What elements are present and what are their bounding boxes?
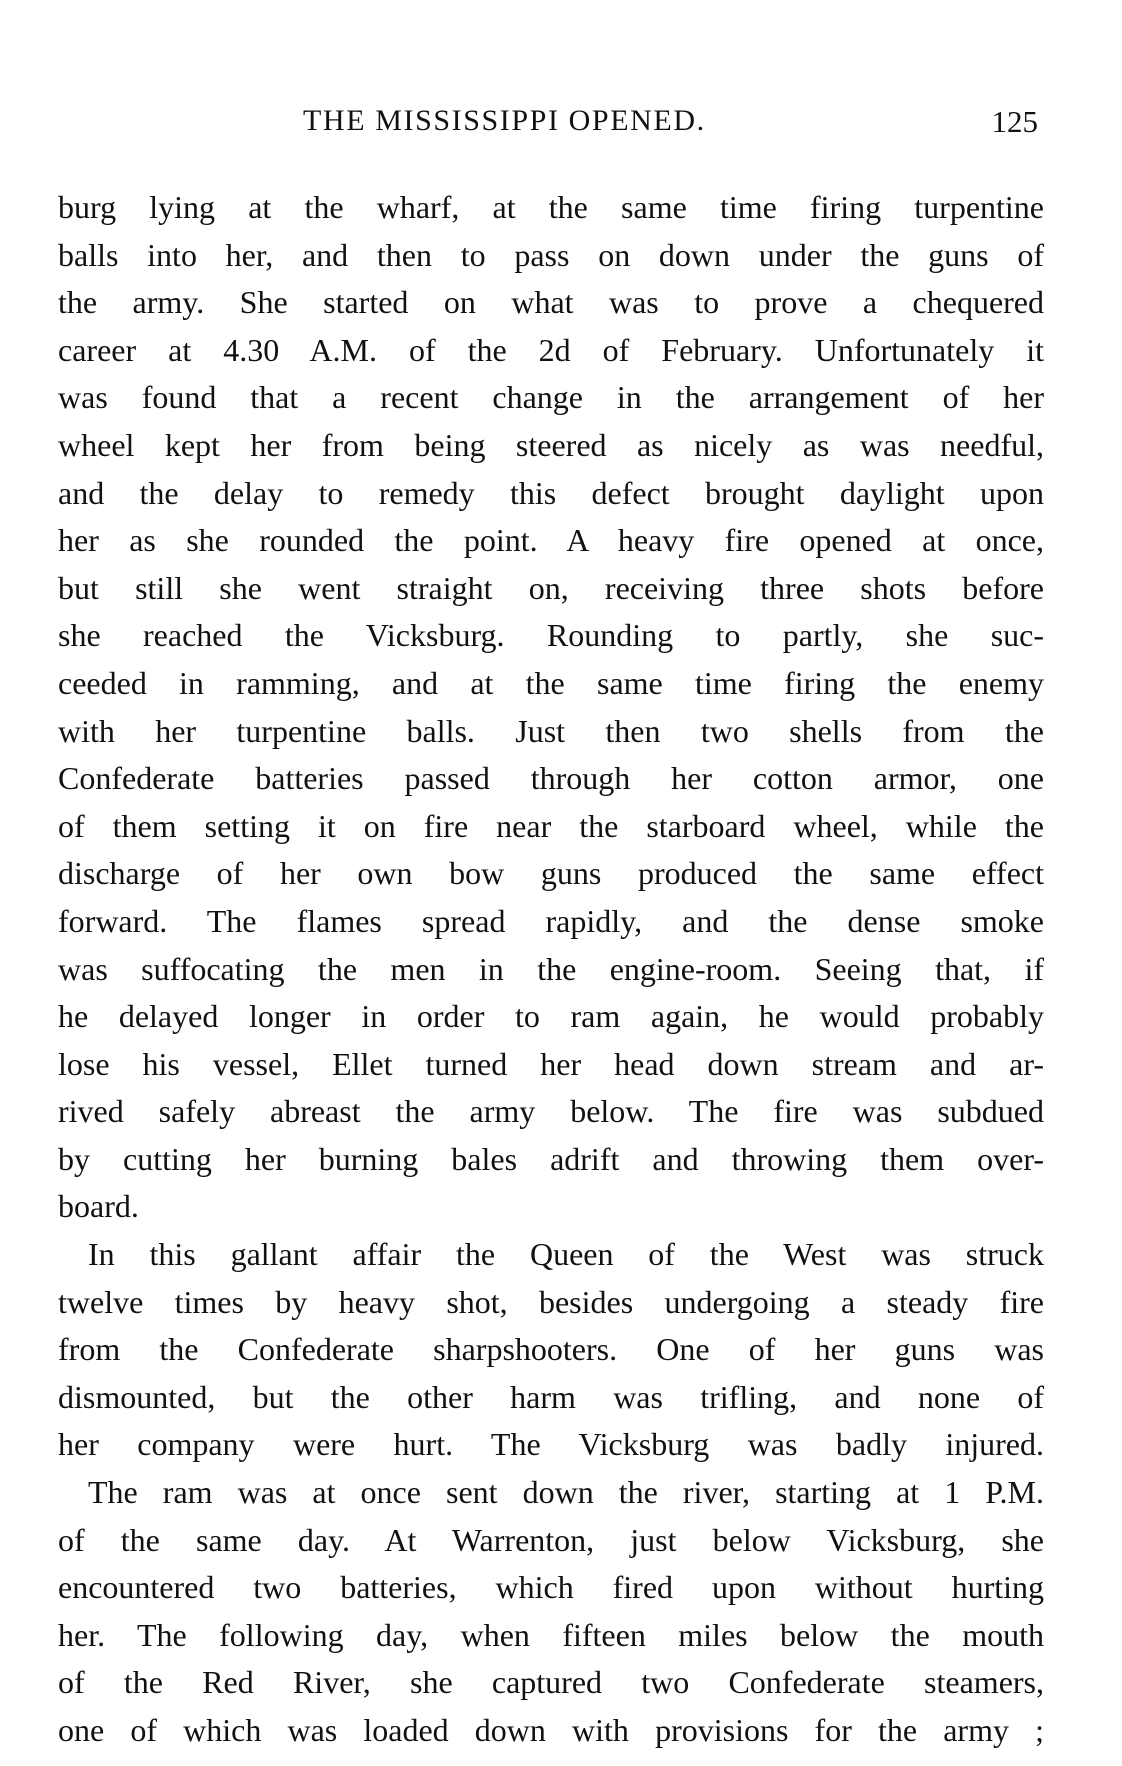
text-line: Confederate batteries passed through her cotton armor, one [58, 760, 1044, 797]
running-head [58, 104, 1044, 148]
text-line: was found that a recent change in the arrangement of her [58, 379, 1044, 416]
text-line: The ram was at once sent down the river, starting at 1 P.M. [88, 1474, 1044, 1511]
text-line: dismounted, but the other harm was trifling, and none of [58, 1378, 1044, 1415]
text-line: lose his vessel, Ellet turned her head down stream and ar- [58, 1045, 1044, 1082]
text-line: by cutting her burning bales adrift and throwing them over- [58, 1140, 1044, 1177]
text-line: ceeded in ramming, and at the same time firing the enemy [58, 664, 1044, 701]
text-line: burg lying at the wharf, at the same time firing turpentine [58, 189, 1044, 225]
body-text [58, 184, 1044, 1755]
text-line: from the Confederate sharpshooters. One of her guns was [58, 1331, 1044, 1368]
text-line: forward. The flames spread rapidly, and the dense smoke [58, 902, 1044, 939]
text-line: In this gallant affair the Queen of the West was struck [88, 1236, 1044, 1273]
text-line: and the delay to remedy this defect brought daylight upon [58, 474, 1044, 511]
text-line: she reached the Vicksburg. Rounding to partly, she suc- [58, 617, 1044, 654]
text-line: her company were hurt. The Vicksburg was badly injured. [58, 1426, 1044, 1463]
text-line: twelve times by heavy shot, besides undergoing a steady fire [58, 1283, 1044, 1320]
text-line: board. [58, 1188, 139, 1225]
text-line: of the same day. At Warrenton, just below Vicksburg, she [58, 1521, 1044, 1558]
paragraph-ram-sent-down [58, 1469, 1044, 1755]
text-line: her as she rounded the point. A heavy fire opened at once, [58, 522, 1044, 559]
text-line: of the Red River, she captured two Confederate steamers, [58, 1664, 1044, 1701]
text-line: but still she went straight on, receiving three shots before [58, 569, 1044, 606]
paragraph-continued [58, 184, 1044, 1231]
text-line: the army. She started on what was to prove a chequered [58, 284, 1044, 321]
text-line: he delayed longer in order to ram again, he would probably [58, 998, 1044, 1035]
text-line: with her turpentine balls. Just then two shells from the [58, 712, 1044, 749]
text-line: discharge of her own bow guns produced the same effect [58, 855, 1044, 892]
paragraph-queen-of-the-west [58, 1231, 1044, 1469]
text-line: her. The following day, when fifteen miles below the mouth [58, 1616, 1044, 1653]
text-line: wheel kept her from being steered as nicely as was needful, [58, 426, 1044, 463]
text-line: career at 4.30 A.M. of the 2d of February. Unfortunately it [58, 331, 1044, 368]
text-line: balls into her, and then to pass on down under the guns of [58, 236, 1044, 273]
running-title: THE MISSISSIPPI OPENED. [303, 104, 706, 137]
text-line: encountered two batteries, which fired upon without hurting [58, 1569, 1044, 1606]
text-line: of them setting it on fire near the starboard wheel, while the [58, 807, 1044, 844]
text-line: was suffocating the men in the engine-room. Seeing that, if [58, 950, 1044, 987]
text-line: one of which was loaded down with provisions for the army ; [58, 1712, 1044, 1748]
text-line: rived safely abreast the army below. The fire was subdued [58, 1093, 1044, 1130]
page-number: 125 [991, 104, 1038, 139]
